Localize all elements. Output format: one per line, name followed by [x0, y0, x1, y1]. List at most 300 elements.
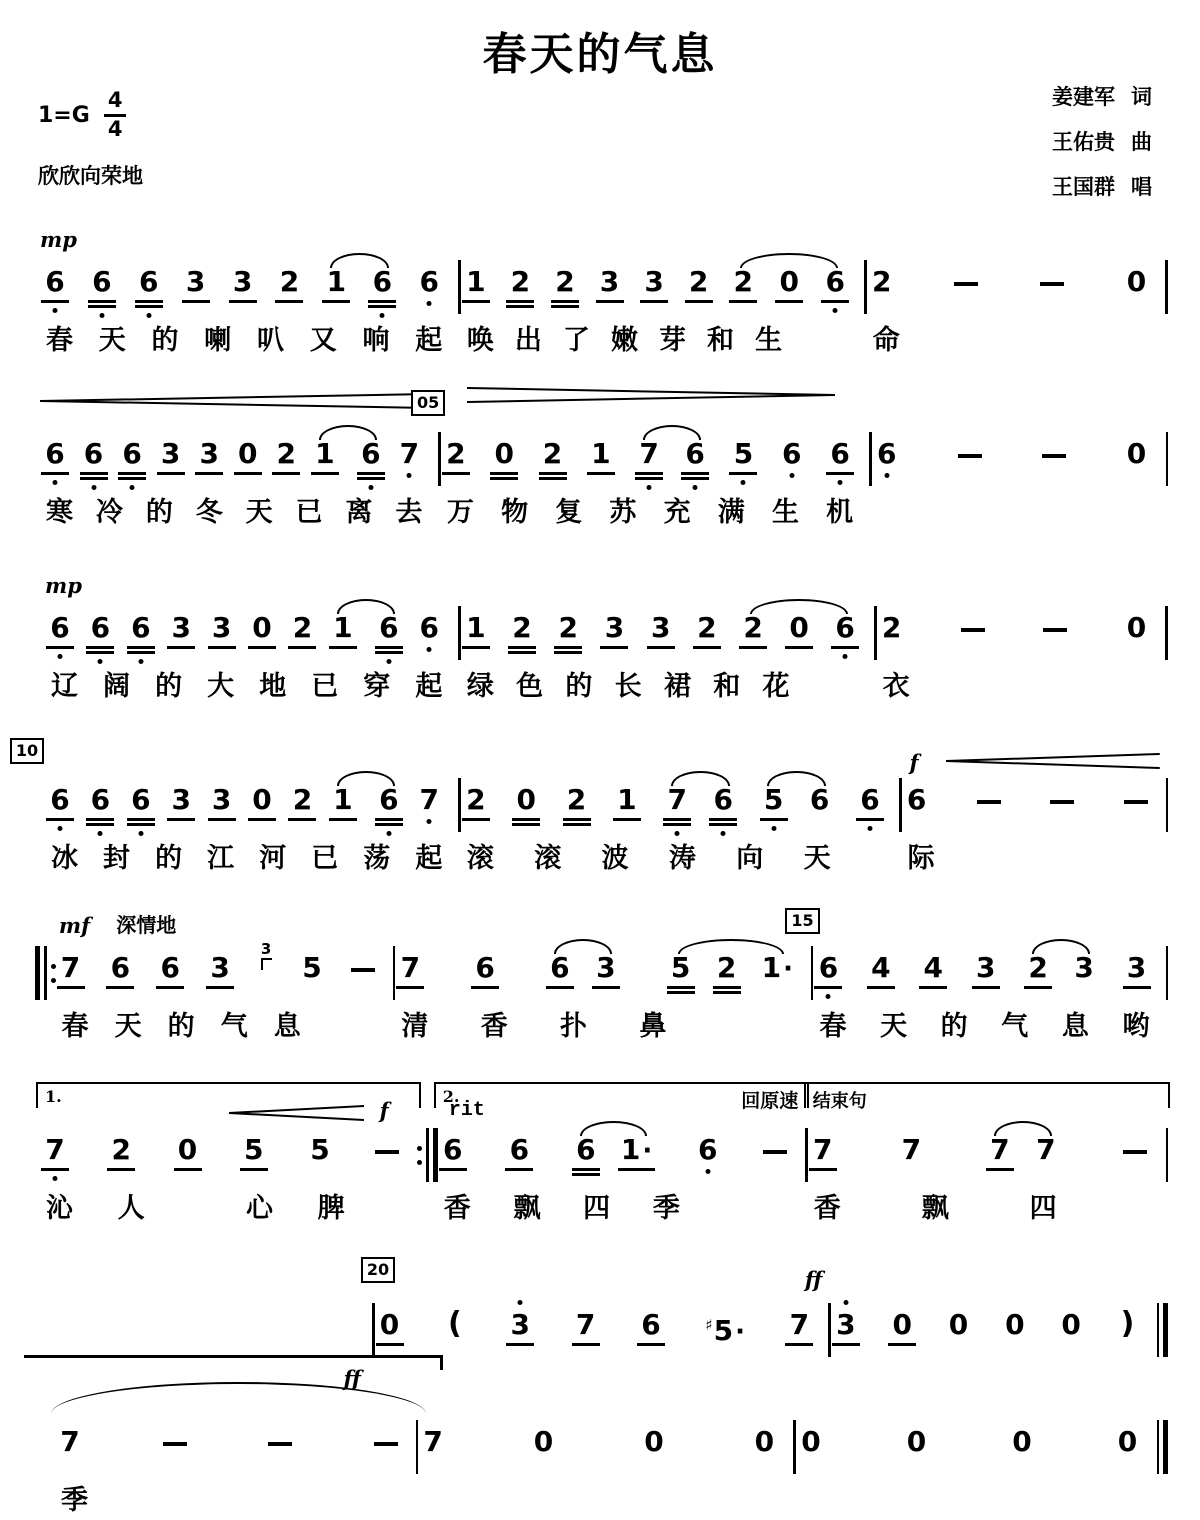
sharp-sign: ♯	[705, 1316, 713, 1334]
lyric-char: 天	[98, 324, 126, 356]
slur-group	[332, 600, 400, 660]
dash-extension	[1043, 600, 1067, 660]
lyric-char: 苏	[609, 496, 637, 528]
note-token: 0	[533, 1425, 554, 1458]
note-token: 6	[712, 772, 734, 832]
lyric-char: 寒	[46, 496, 73, 528]
octave-dot-below	[146, 313, 151, 318]
measure	[438, 1082, 806, 1228]
note-token: 7	[44, 1122, 66, 1182]
beam-underline	[329, 646, 357, 649]
lyric-char: 阔	[103, 670, 131, 702]
octave-dot-below	[91, 485, 96, 490]
measure	[418, 1340, 793, 1520]
note-token: 0	[251, 600, 273, 660]
note-token: 2	[511, 600, 533, 660]
note-token: 6	[89, 600, 111, 660]
expression-text: 深情地	[116, 913, 177, 937]
octave-dot-below	[693, 485, 698, 490]
beam-underline	[135, 300, 163, 303]
octave-dot-below	[130, 485, 135, 490]
beam-underline	[512, 823, 540, 826]
beam-underline	[88, 300, 116, 303]
beam-underline	[596, 300, 624, 303]
lyrics-row	[418, 1474, 793, 1520]
note-token: 6	[697, 1122, 719, 1182]
measure	[40, 228, 458, 360]
measure	[461, 228, 864, 360]
beam-underline	[322, 300, 350, 303]
lyric-char: 扑	[560, 1010, 587, 1042]
octave-dot-below	[138, 831, 143, 836]
notes-row	[438, 1122, 806, 1182]
music-system	[40, 228, 1168, 360]
measure-number-box: 05	[411, 390, 445, 416]
lyric-char: 了	[562, 324, 590, 356]
note-token: 0	[251, 772, 273, 832]
lyric-char: 绿	[466, 670, 494, 702]
note-token: 1	[616, 772, 638, 832]
lyric-char: 大	[207, 670, 235, 702]
annotation-strip	[56, 910, 393, 940]
lyric-char: 复	[555, 496, 583, 528]
lyric-char: 冷	[95, 496, 123, 528]
slur-group	[638, 426, 706, 486]
measure	[45, 572, 458, 706]
lyric-char: 荡	[363, 842, 391, 874]
notes-row	[902, 772, 1166, 832]
music-system	[45, 572, 1168, 706]
octave-dot-below	[826, 994, 831, 999]
annotation-strip	[791, 910, 1165, 940]
note-token: 7	[575, 1297, 597, 1357]
beam-underline	[640, 300, 668, 303]
note-token: 1	[332, 772, 354, 832]
lyric-char: 辽	[51, 670, 78, 702]
notes-row	[461, 600, 874, 660]
beam-underline	[919, 986, 947, 989]
dash-extension	[958, 426, 982, 486]
note-token: 2	[275, 426, 297, 486]
lyric-char: 和	[713, 670, 741, 702]
lyrics-row	[867, 314, 1166, 360]
octave-dot-below	[386, 659, 391, 664]
beam-underline	[572, 1173, 600, 1176]
grace-slur-mark	[261, 958, 272, 970]
note-token: 0	[1126, 265, 1147, 298]
octave-dot-above	[518, 1300, 523, 1305]
note-token: 7	[638, 426, 660, 486]
beam-underline	[592, 986, 620, 989]
lyricist-name: 姜建军	[1052, 84, 1115, 109]
beam-underline	[439, 1168, 467, 1171]
page-title: 春天的气息	[482, 29, 718, 80]
slur-group	[763, 772, 831, 832]
note-token: 1	[465, 600, 487, 660]
dynamic-mark: mp	[40, 227, 77, 252]
beam-underline	[506, 300, 534, 303]
beam-underline	[275, 300, 303, 303]
beam-underline	[86, 823, 114, 826]
dash-extension	[1040, 254, 1064, 314]
octave-dot-below	[98, 831, 103, 836]
lyric-char: 长	[614, 670, 642, 702]
octave-dot-below	[721, 831, 726, 836]
beam-underline	[681, 472, 709, 475]
slur-group	[575, 1122, 652, 1182]
lyric-char: 息	[1061, 1010, 1089, 1042]
notes-row	[441, 426, 869, 486]
beam-underline	[809, 1168, 837, 1171]
lyric-char: 际	[907, 842, 935, 874]
lyric-char: 机	[826, 496, 854, 528]
beam-underline	[490, 472, 518, 475]
lyric-char: 已	[295, 496, 323, 528]
octave-dot-below	[741, 480, 746, 485]
slur-group	[314, 426, 382, 486]
lyric-char: 已	[311, 842, 339, 874]
slur-group	[666, 772, 734, 832]
note-token: 7	[901, 1133, 922, 1166]
beam-underline	[554, 646, 582, 649]
note-token: 7	[60, 940, 82, 1000]
beam-underline	[86, 818, 114, 821]
note-token: 0	[754, 1425, 775, 1458]
beam-underline	[167, 646, 195, 649]
lyrics-row	[441, 486, 869, 532]
note-token: 6	[44, 426, 66, 486]
dash-extension	[374, 1414, 398, 1474]
lyric-char: 色	[516, 670, 544, 702]
beam-underline	[41, 300, 69, 303]
octave-dot-below	[705, 1169, 710, 1174]
lyric-char: 又	[309, 324, 337, 356]
lyric-char: 叭	[257, 324, 284, 356]
note-token: 7	[989, 1122, 1011, 1182]
note-token: 6	[130, 600, 152, 660]
lyric-char: 天	[880, 1010, 908, 1042]
beam-underline	[288, 646, 316, 649]
dynamic-mark: ff	[804, 1267, 823, 1292]
beam-underline	[80, 477, 108, 480]
note-token: 7	[399, 940, 421, 1000]
octave-dot-below	[771, 826, 776, 831]
lyric-char: 春	[46, 324, 73, 356]
measure	[416, 380, 869, 532]
annotation-strip	[867, 228, 1166, 254]
measure	[461, 572, 874, 706]
note-token: 3	[603, 600, 625, 660]
note-token: 0	[237, 426, 259, 486]
beam-underline	[709, 823, 737, 826]
lyric-char: 嫩	[610, 324, 638, 356]
lyric-char: 天	[245, 496, 273, 528]
barline	[1166, 1128, 1169, 1182]
beam-underline	[713, 986, 741, 989]
annotation-strip	[804, 1263, 1157, 1297]
beam-underline	[375, 823, 403, 826]
barline	[1166, 432, 1169, 486]
annotation-strip	[808, 1082, 1166, 1122]
octave-dot-below	[53, 480, 58, 485]
lyric-char: 命	[872, 324, 900, 356]
beam-underline	[80, 472, 108, 475]
beam-underline	[729, 472, 757, 475]
note-token: 3	[170, 772, 192, 832]
notes-row	[45, 600, 458, 660]
lyric-char: 涛	[668, 842, 696, 874]
lyric-char: 去	[395, 496, 423, 528]
notes-row	[813, 940, 1165, 1000]
beam-underline	[127, 646, 155, 649]
beam-underline	[508, 646, 536, 649]
octave-dot-below	[838, 480, 843, 485]
annotation-strip	[416, 380, 869, 426]
measure	[461, 738, 899, 878]
beam-underline	[667, 991, 695, 994]
notes-row	[808, 1122, 1166, 1182]
octave-dot-below	[386, 831, 391, 836]
crescendo-hairpin	[946, 752, 1160, 770]
beam-underline	[182, 300, 210, 303]
dash-extension	[954, 254, 978, 314]
note-token: 1	[325, 254, 347, 314]
tempo-marking: 欣欣向荣地	[38, 163, 143, 188]
dynamic-mark: mp	[45, 573, 82, 598]
beam-underline	[41, 472, 69, 475]
note-token: 6	[809, 783, 830, 816]
dynamic-mark: mf	[58, 913, 91, 938]
note-token: 0	[644, 1425, 664, 1458]
beam-underline	[972, 986, 1000, 989]
beam-underline	[375, 646, 403, 649]
notes-row	[461, 772, 899, 832]
octave-dot-below	[647, 485, 652, 490]
lyric-char: 已	[311, 670, 339, 702]
notes-row	[461, 254, 864, 314]
note-token: 3	[211, 600, 233, 660]
octave-dot-below	[53, 308, 58, 313]
measure	[791, 910, 1165, 1046]
beam-underline	[1024, 986, 1052, 989]
note-token: 6	[418, 254, 440, 314]
note-token: 3	[650, 600, 672, 660]
beam-underline	[357, 472, 385, 475]
lyric-char: 物	[501, 496, 529, 528]
beam-underline	[667, 986, 695, 989]
lyric-char: 封	[103, 842, 131, 874]
beam-underline	[127, 651, 155, 654]
lyrics-row	[796, 1474, 1157, 1520]
beam-underline	[635, 477, 663, 480]
annotation-strip	[461, 738, 899, 772]
beam-underline	[505, 1168, 533, 1171]
beam-underline	[775, 300, 803, 303]
measure	[867, 228, 1166, 360]
beam-underline	[546, 986, 574, 989]
lyric-char: 芽	[659, 324, 686, 356]
composer-name: 王佑贵	[1052, 129, 1115, 154]
note-token: 2	[696, 600, 718, 660]
note-token: 6	[824, 254, 846, 314]
beam-underline	[821, 300, 849, 303]
lyric-char: 穿	[363, 670, 391, 702]
annotation-strip	[45, 572, 458, 600]
lyric-char: 波	[601, 842, 629, 874]
notes-row	[867, 254, 1166, 314]
lyric-char: 万	[446, 496, 474, 528]
note-token: 1	[465, 254, 487, 314]
beam-underline	[41, 1168, 69, 1171]
lyricist-role: 词	[1131, 84, 1152, 109]
lyric-char: 鼻	[639, 1010, 667, 1042]
lyrics-row	[40, 1182, 417, 1228]
beam-underline	[587, 472, 615, 475]
lyric-char: 季	[652, 1192, 680, 1224]
dash-extension	[351, 940, 375, 1000]
beam-underline	[206, 986, 234, 989]
lyric-char: 和	[707, 324, 735, 356]
beam-underline	[572, 1168, 600, 1171]
note-token: 1·	[761, 951, 793, 984]
beam-underline	[106, 986, 134, 989]
beam-underline	[647, 646, 675, 649]
lyric-char: 香	[813, 1192, 841, 1224]
note-token: 0	[1012, 1425, 1032, 1458]
note-token: 2	[1027, 940, 1049, 1000]
beam-underline	[508, 651, 536, 654]
lyric-char: 离	[345, 496, 373, 528]
annotation-strip	[872, 380, 1166, 426]
crescendo-hairpin	[229, 1104, 365, 1122]
note-token: 7	[788, 1297, 810, 1357]
lyrics-row	[395, 1000, 811, 1046]
beam-underline	[831, 646, 859, 649]
beam-underline	[86, 646, 114, 649]
note-token: 2	[688, 254, 710, 314]
dash-extension	[961, 600, 985, 660]
beam-underline	[135, 305, 163, 308]
note-token: 2	[542, 426, 564, 486]
beam-underline	[462, 300, 490, 303]
lyric-char: 息	[273, 1010, 301, 1042]
bracket-right-label: 回原速	[741, 1090, 799, 1112]
lyrics-row	[438, 1182, 806, 1228]
close-paren: )	[1120, 1306, 1135, 1341]
octave-dot-below	[675, 831, 680, 836]
note-token: 2	[742, 600, 764, 660]
beam-underline	[156, 986, 184, 989]
note-token: 3	[185, 254, 207, 314]
beam-underline	[681, 477, 709, 480]
lyric-char: 的	[940, 1010, 968, 1042]
lyric-char: 冰	[51, 842, 78, 874]
note-token: 5	[732, 426, 754, 486]
volta-label: 结束句	[812, 1091, 867, 1112]
notes-row	[45, 772, 458, 832]
annotation-strip	[438, 1082, 806, 1122]
beam-underline	[814, 986, 842, 989]
lyric-char: 冬	[195, 496, 223, 528]
lyric-char: 起	[415, 670, 443, 702]
lyric-char: 天	[803, 842, 831, 874]
notes-row	[56, 940, 393, 1000]
volta-label: 1.	[45, 1087, 62, 1106]
beam-underline	[272, 472, 300, 475]
dash-extension	[1042, 426, 1066, 486]
beam-underline	[490, 477, 518, 480]
note-token: 2	[110, 1122, 132, 1182]
note-token: 6	[817, 940, 839, 1000]
octave-dot-below	[843, 654, 848, 659]
slur-group	[325, 254, 393, 314]
beam-underline	[329, 818, 357, 821]
beam-underline	[375, 651, 403, 654]
note-token: 6	[442, 1122, 464, 1182]
annotation-strip	[15, 738, 458, 772]
lyric-char: 的	[155, 670, 183, 702]
note-token: 4	[922, 940, 944, 1000]
beam-underline	[118, 477, 146, 480]
beam-underline	[760, 818, 788, 821]
beam-underline	[613, 818, 641, 821]
note-token: 6	[360, 426, 382, 486]
lyric-char: 唤	[466, 324, 494, 356]
note-token: 2	[557, 600, 579, 660]
beam-underline	[539, 472, 567, 475]
lyric-char: 生	[755, 324, 783, 356]
lyric-char: 香	[443, 1192, 471, 1224]
lyric-char: 响	[362, 324, 390, 356]
measure	[902, 738, 1166, 878]
note-token: 6	[781, 426, 803, 486]
beam-underline	[563, 823, 591, 826]
dash-extension	[375, 1122, 399, 1182]
meter-denominator: 4	[107, 117, 123, 141]
note-token: 2	[278, 254, 300, 314]
beam-underline	[174, 1168, 202, 1171]
lyric-char: 人	[117, 1192, 145, 1224]
measure	[56, 910, 393, 1046]
note-token: 6	[829, 426, 851, 486]
beam-underline	[195, 472, 223, 475]
lyrics-row	[872, 486, 1166, 532]
beam-underline	[618, 1168, 655, 1171]
annotation-strip	[366, 1260, 829, 1297]
lyric-char: 起	[415, 842, 443, 874]
lyric-char: 春	[819, 1010, 847, 1042]
lyric-char: 春	[61, 1010, 89, 1042]
tie-arc	[51, 1382, 426, 1414]
beam-underline	[368, 300, 396, 303]
lyric-char: 衣	[882, 670, 910, 702]
measure	[796, 1340, 1157, 1520]
final-barline	[1157, 1420, 1169, 1474]
augmentation-dot: ·	[642, 1136, 653, 1166]
music-system	[35, 910, 1168, 1046]
beam-underline	[107, 1168, 135, 1171]
slur-group	[732, 254, 846, 314]
note-token: 3	[211, 772, 233, 832]
lyric-char: 四	[1029, 1192, 1057, 1224]
note-token: 6	[83, 426, 105, 486]
dash-extension	[1124, 772, 1148, 832]
note-token: ♯5·	[705, 1314, 746, 1347]
note-token: 3	[643, 254, 665, 314]
dynamic-mark: rit	[448, 1099, 485, 1122]
note-token: 7	[398, 426, 420, 486]
octave-dot-below	[98, 659, 103, 664]
